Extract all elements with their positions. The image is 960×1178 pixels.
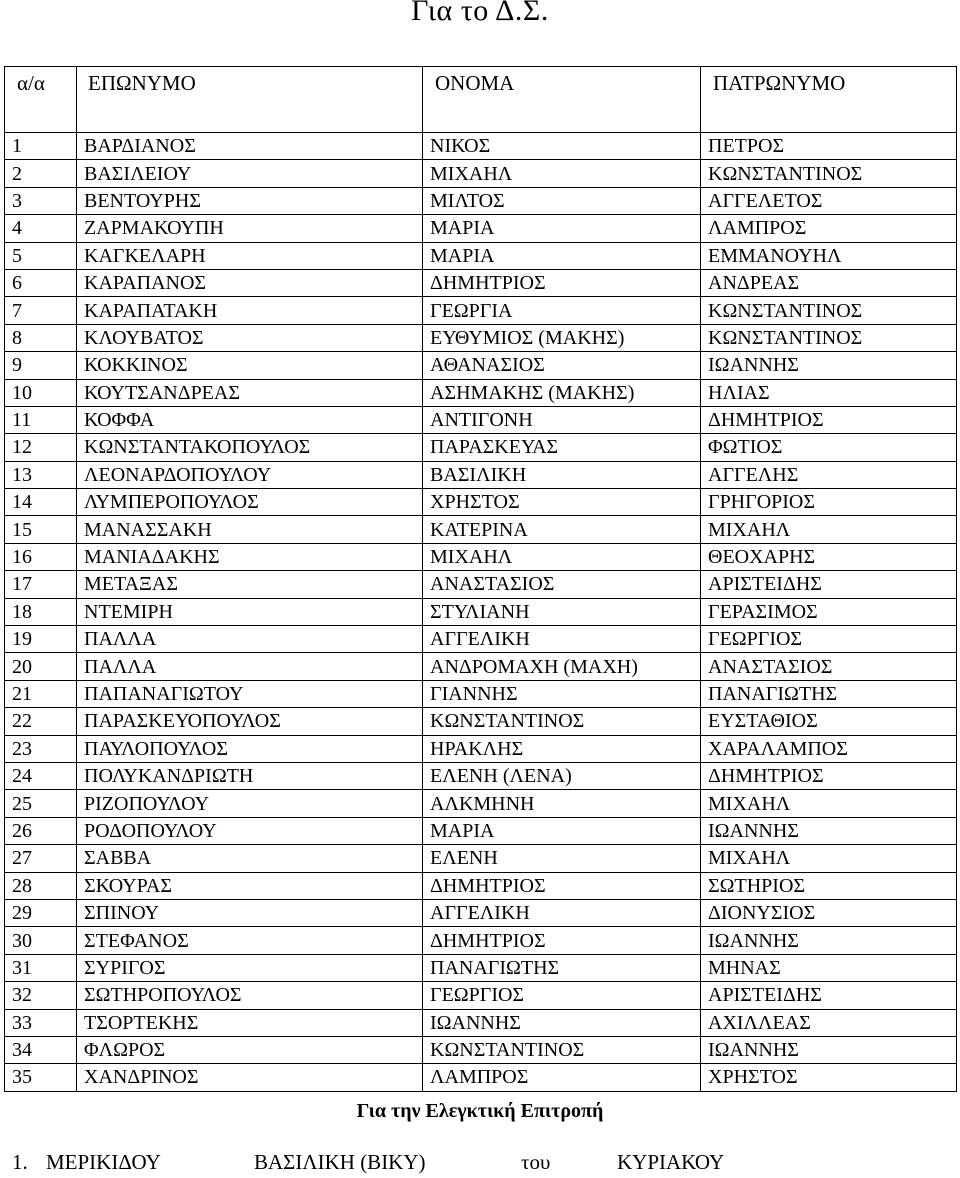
cell-number: 25 <box>5 790 77 817</box>
cell-number: 33 <box>5 1009 77 1036</box>
table-row <box>5 1064 957 1091</box>
cell-surname: ΡΟΔΟΠΟΥΛΟΥ <box>77 817 423 844</box>
cell-father-name: ΑΓΓΕΛΕΤΟΣ <box>701 187 957 214</box>
table-row <box>5 954 957 981</box>
cell-father-name: ΦΩΤΙΟΣ <box>701 434 957 461</box>
cell-name: ΕΛΕΝΗ (ΛΕΝΑ) <box>423 762 701 789</box>
cell-surname: ΒΕΝΤΟΥΡΗΣ <box>77 187 423 214</box>
table-row <box>5 133 957 160</box>
cell-surname: ΚΟΦΦΑ <box>77 406 423 433</box>
cell-father-name: ΓΡΗΓΟΡΙΟΣ <box>701 489 957 516</box>
table-row <box>5 461 957 488</box>
table-row <box>5 379 957 406</box>
cell-father-name: ΙΩΑΝΝΗΣ <box>701 352 957 379</box>
cell-number: 19 <box>5 626 77 653</box>
member-father-name: ΚΥΡΙΑΚΟΥ <box>617 1150 725 1174</box>
cell-father-name: ΜΗΝΑΣ <box>701 954 957 981</box>
cell-name: ΔΗΜΗΤΡΙΟΣ <box>423 872 701 899</box>
cell-surname: ΚΟΥΤΣΑΝΔΡΕΑΣ <box>77 379 423 406</box>
table-row <box>5 242 957 269</box>
cell-father-name: ΕΥΣΤΑΘΙΟΣ <box>701 708 957 735</box>
cell-name: ΑΝΑΣΤΑΣΙΟΣ <box>423 571 701 598</box>
cell-number: 21 <box>5 680 77 707</box>
cell-father-name: ΑΝΑΣΤΑΣΙΟΣ <box>701 653 957 680</box>
cell-surname: ΚΛΟΥΒΑΤΟΣ <box>77 324 423 351</box>
cell-name: ΗΡΑΚΛΗΣ <box>423 735 701 762</box>
cell-father-name: ΑΓΓΕΛΗΣ <box>701 461 957 488</box>
cell-father-name: ΧΑΡΑΛΑΜΠΟΣ <box>701 735 957 762</box>
cell-father-name: ΙΩΑΝΝΗΣ <box>701 1036 957 1063</box>
cell-father-name: ΜΙΧΑΗΛ <box>701 845 957 872</box>
cell-name: ΠΑΝΑΓΙΩΤΗΣ <box>423 954 701 981</box>
cell-number: 5 <box>5 242 77 269</box>
cell-surname: ΣΑΒΒΑ <box>77 845 423 872</box>
cell-father-name: ΕΜΜΑΝΟΥΗΛ <box>701 242 957 269</box>
cell-number: 31 <box>5 954 77 981</box>
table-row <box>5 708 957 735</box>
cell-father-name: ΑΧΙΛΛΕΑΣ <box>701 1009 957 1036</box>
cell-surname: ΣΚΟΥΡΑΣ <box>77 872 423 899</box>
cell-surname: ΒΑΣΙΛΕΙΟΥ <box>77 160 423 187</box>
table-row <box>5 1036 957 1063</box>
table-row <box>5 790 957 817</box>
cell-surname: ΦΛΩΡΟΣ <box>77 1036 423 1063</box>
cell-surname: ΚΑΓΚΕΛΑΡΗ <box>77 242 423 269</box>
table-row <box>5 352 957 379</box>
cell-surname: ΚΑΡΑΠΑΤΑΚΗ <box>77 297 423 324</box>
cell-father-name: ΑΝΔΡΕΑΣ <box>701 269 957 296</box>
cell-number: 17 <box>5 571 77 598</box>
cell-number: 10 <box>5 379 77 406</box>
cell-name: ΒΑΣΙΛΙΚΗ <box>423 461 701 488</box>
table-row <box>5 215 957 242</box>
cell-name: ΚΩΝΣΤΑΝΤΙΝΟΣ <box>423 1036 701 1063</box>
cell-name: ΕΥΘΥΜΙΟΣ (ΜΑΚΗΣ) <box>423 324 701 351</box>
audit-committee-title: Για την Ελεγκτική Επιτροπή <box>356 1100 604 1122</box>
header-father-name: ΠΑΤΡΩΝΥΜΟ <box>701 67 957 133</box>
cell-name: ΓΙΑΝΝΗΣ <box>423 680 701 707</box>
cell-number: 22 <box>5 708 77 735</box>
cell-name: ΝΙΚΟΣ <box>423 133 701 160</box>
cell-surname: ΜΕΤΑΞΑΣ <box>77 571 423 598</box>
cell-father-name: ΙΩΑΝΝΗΣ <box>701 817 957 844</box>
cell-number: 28 <box>5 872 77 899</box>
cell-name: ΚΑΤΕΡΙΝΑ <box>423 516 701 543</box>
cell-number: 9 <box>5 352 77 379</box>
cell-name: ΑΛΚΜΗΝΗ <box>423 790 701 817</box>
table-body <box>5 133 957 1092</box>
cell-father-name: ΑΡΙΣΤΕΙΔΗΣ <box>701 571 957 598</box>
member-surname: ΜΕΡΙΚΙΔΟΥ <box>46 1150 161 1174</box>
cell-surname: ΚΑΡΑΠΑΝΟΣ <box>77 269 423 296</box>
cell-number: 6 <box>5 269 77 296</box>
cell-name: ΜΑΡΙΑ <box>423 242 701 269</box>
cell-number: 15 <box>5 516 77 543</box>
cell-surname: ΠΑΠΑΝΑΓΙΩΤΟΥ <box>77 680 423 707</box>
cell-name: ΕΛΕΝΗ <box>423 845 701 872</box>
cell-father-name: ΑΡΙΣΤΕΙΔΗΣ <box>701 982 957 1009</box>
table-row <box>5 543 957 570</box>
cell-surname: ΠΑΡΑΣΚΕΥΟΠΟΥΛΟΣ <box>77 708 423 735</box>
cell-father-name: ΣΩΤΗΡΙΟΣ <box>701 872 957 899</box>
cell-number: 30 <box>5 927 77 954</box>
cell-number: 2 <box>5 160 77 187</box>
table-row <box>5 160 957 187</box>
cell-surname: ΛΕΟΝΑΡΔΟΠΟΥΛΟΥ <box>77 461 423 488</box>
table-row <box>5 324 957 351</box>
cell-name: ΧΡΗΣΤΟΣ <box>423 489 701 516</box>
cell-surname: ΠΑΛΛΑ <box>77 626 423 653</box>
cell-name: ΑΓΓΕΛΙΚΗ <box>423 626 701 653</box>
cell-surname: ΒΑΡΔΙΑΝΟΣ <box>77 133 423 160</box>
cell-number: 20 <box>5 653 77 680</box>
page-title: Για το Δ.Σ. <box>411 0 549 27</box>
cell-number: 16 <box>5 543 77 570</box>
cell-number: 11 <box>5 406 77 433</box>
table-row <box>5 680 957 707</box>
cell-number: 26 <box>5 817 77 844</box>
cell-surname: ΜΑΝΙΑΔΑΚΗΣ <box>77 543 423 570</box>
cell-name: ΓΕΩΡΓΙΑ <box>423 297 701 324</box>
member-number: 1. <box>12 1150 28 1174</box>
table-row <box>5 598 957 625</box>
table-row <box>5 899 957 926</box>
cell-name: ΑΘΑΝΑΣΙΟΣ <box>423 352 701 379</box>
cell-number: 18 <box>5 598 77 625</box>
cell-surname: ΤΣΟΡΤΕΚΗΣ <box>77 1009 423 1036</box>
cell-name: ΜΙΛΤΟΣ <box>423 187 701 214</box>
cell-father-name: ΙΩΑΝΝΗΣ <box>701 927 957 954</box>
table-row <box>5 297 957 324</box>
table-row <box>5 187 957 214</box>
table-row <box>5 653 957 680</box>
cell-number: 23 <box>5 735 77 762</box>
cell-number: 34 <box>5 1036 77 1063</box>
cell-surname: ΠΟΛΥΚΑΝΔΡΙΩΤΗ <box>77 762 423 789</box>
cell-surname: ΜΑΝΑΣΣΑΚΗ <box>77 516 423 543</box>
cell-father-name: ΔΗΜΗΤΡΙΟΣ <box>701 762 957 789</box>
table-row <box>5 817 957 844</box>
header-number: α/α <box>5 67 77 133</box>
candidates-table <box>4 66 957 1092</box>
cell-name: ΠΑΡΑΣΚΕΥΑΣ <box>423 434 701 461</box>
cell-surname: ΝΤΕΜΙΡΗ <box>77 598 423 625</box>
cell-father-name: ΔΙΟΝΥΣΙΟΣ <box>701 899 957 926</box>
cell-name: ΚΩΝΣΤΑΝΤΙΝΟΣ <box>423 708 701 735</box>
cell-name: ΑΝΤΙΓΟΝΗ <box>423 406 701 433</box>
member-name: ΒΑΣΙΛΙΚΗ (ΒΙΚΥ) <box>254 1150 426 1174</box>
cell-father-name: ΚΩΝΣΤΑΝΤΙΝΟΣ <box>701 324 957 351</box>
cell-father-name: ΚΩΝΣΤΑΝΤΙΝΟΣ <box>701 297 957 324</box>
table-row <box>5 735 957 762</box>
cell-father-name: ΗΛΙΑΣ <box>701 379 957 406</box>
table-row <box>5 1009 957 1036</box>
table-row <box>5 434 957 461</box>
cell-father-name: ΧΡΗΣΤΟΣ <box>701 1064 957 1091</box>
cell-father-name: ΚΩΝΣΤΑΝΤΙΝΟΣ <box>701 160 957 187</box>
table-row <box>5 845 957 872</box>
cell-surname: ΠΑΥΛΟΠΟΥΛΟΣ <box>77 735 423 762</box>
cell-surname: ΖΑΡΜΑΚΟΥΠΗ <box>77 215 423 242</box>
cell-father-name: ΛΑΜΠΡΟΣ <box>701 215 957 242</box>
cell-name: ΔΗΜΗΤΡΙΟΣ <box>423 927 701 954</box>
cell-number: 4 <box>5 215 77 242</box>
cell-number: 12 <box>5 434 77 461</box>
cell-name: ΜΙΧΑΗΛ <box>423 160 701 187</box>
table-row <box>5 872 957 899</box>
cell-father-name: ΠΕΤΡΟΣ <box>701 133 957 160</box>
cell-name: ΔΗΜΗΤΡΙΟΣ <box>423 269 701 296</box>
table-row <box>5 516 957 543</box>
cell-father-name: ΜΙΧΑΗΛ <box>701 790 957 817</box>
table-row <box>5 269 957 296</box>
cell-name: ΜΑΡΙΑ <box>423 817 701 844</box>
table-row <box>5 489 957 516</box>
cell-father-name: ΘΕΟΧΑΡΗΣ <box>701 543 957 570</box>
table-row <box>5 571 957 598</box>
cell-number: 24 <box>5 762 77 789</box>
cell-name: ΑΓΓΕΛΙΚΗ <box>423 899 701 926</box>
cell-name: ΛΑΜΠΡΟΣ <box>423 1064 701 1091</box>
cell-number: 1 <box>5 133 77 160</box>
cell-number: 7 <box>5 297 77 324</box>
cell-number: 13 <box>5 461 77 488</box>
member-of-label: του <box>521 1150 551 1174</box>
cell-name: ΓΕΩΡΓΙΟΣ <box>423 982 701 1009</box>
cell-surname: ΣΥΡΙΓΟΣ <box>77 954 423 981</box>
cell-number: 32 <box>5 982 77 1009</box>
cell-number: 27 <box>5 845 77 872</box>
cell-surname: ΚΩΝΣΤΑΝΤΑΚΟΠΟΥΛΟΣ <box>77 434 423 461</box>
cell-number: 14 <box>5 489 77 516</box>
table-row <box>5 927 957 954</box>
cell-father-name: ΜΙΧΑΗΛ <box>701 516 957 543</box>
audit-committee-member <box>0 1150 960 1178</box>
cell-surname: ΣΩΤΗΡΟΠΟΥΛΟΣ <box>77 982 423 1009</box>
cell-number: 3 <box>5 187 77 214</box>
cell-father-name: ΓΕΡΑΣΙΜΟΣ <box>701 598 957 625</box>
cell-surname: ΛΥΜΠΕΡΟΠΟΥΛΟΣ <box>77 489 423 516</box>
cell-name: ΣΤΥΛΙΑΝΗ <box>423 598 701 625</box>
cell-name: ΑΣΗΜΑΚΗΣ (ΜΑΚΗΣ) <box>423 379 701 406</box>
cell-number: 8 <box>5 324 77 351</box>
cell-surname: ΠΑΛΛΑ <box>77 653 423 680</box>
cell-surname: ΧΑΝΔΡΙΝΟΣ <box>77 1064 423 1091</box>
header-name: ΟΝΟΜΑ <box>423 67 701 133</box>
cell-number: 35 <box>5 1064 77 1091</box>
cell-father-name: ΔΗΜΗΤΡΙΟΣ <box>701 406 957 433</box>
table-row <box>5 762 957 789</box>
cell-name: ΑΝΔΡΟΜΑΧΗ (ΜΑΧΗ) <box>423 653 701 680</box>
table-row <box>5 982 957 1009</box>
cell-father-name: ΠΑΝΑΓΙΩΤΗΣ <box>701 680 957 707</box>
table-row <box>5 626 957 653</box>
cell-name: ΜΑΡΙΑ <box>423 215 701 242</box>
cell-father-name: ΓΕΩΡΓΙΟΣ <box>701 626 957 653</box>
cell-surname: ΣΠΙΝΟΥ <box>77 899 423 926</box>
cell-surname: ΡΙΖΟΠΟΥΛΟΥ <box>77 790 423 817</box>
cell-surname: ΣΤΕΦΑΝΟΣ <box>77 927 423 954</box>
header-surname: ΕΠΩΝΥΜΟ <box>77 67 423 133</box>
cell-number: 29 <box>5 899 77 926</box>
cell-name: ΙΩΑΝΝΗΣ <box>423 1009 701 1036</box>
table-header-row <box>5 67 957 133</box>
cell-surname: ΚΟΚΚΙΝΟΣ <box>77 352 423 379</box>
table-row <box>5 406 957 433</box>
cell-name: ΜΙΧΑΗΛ <box>423 543 701 570</box>
